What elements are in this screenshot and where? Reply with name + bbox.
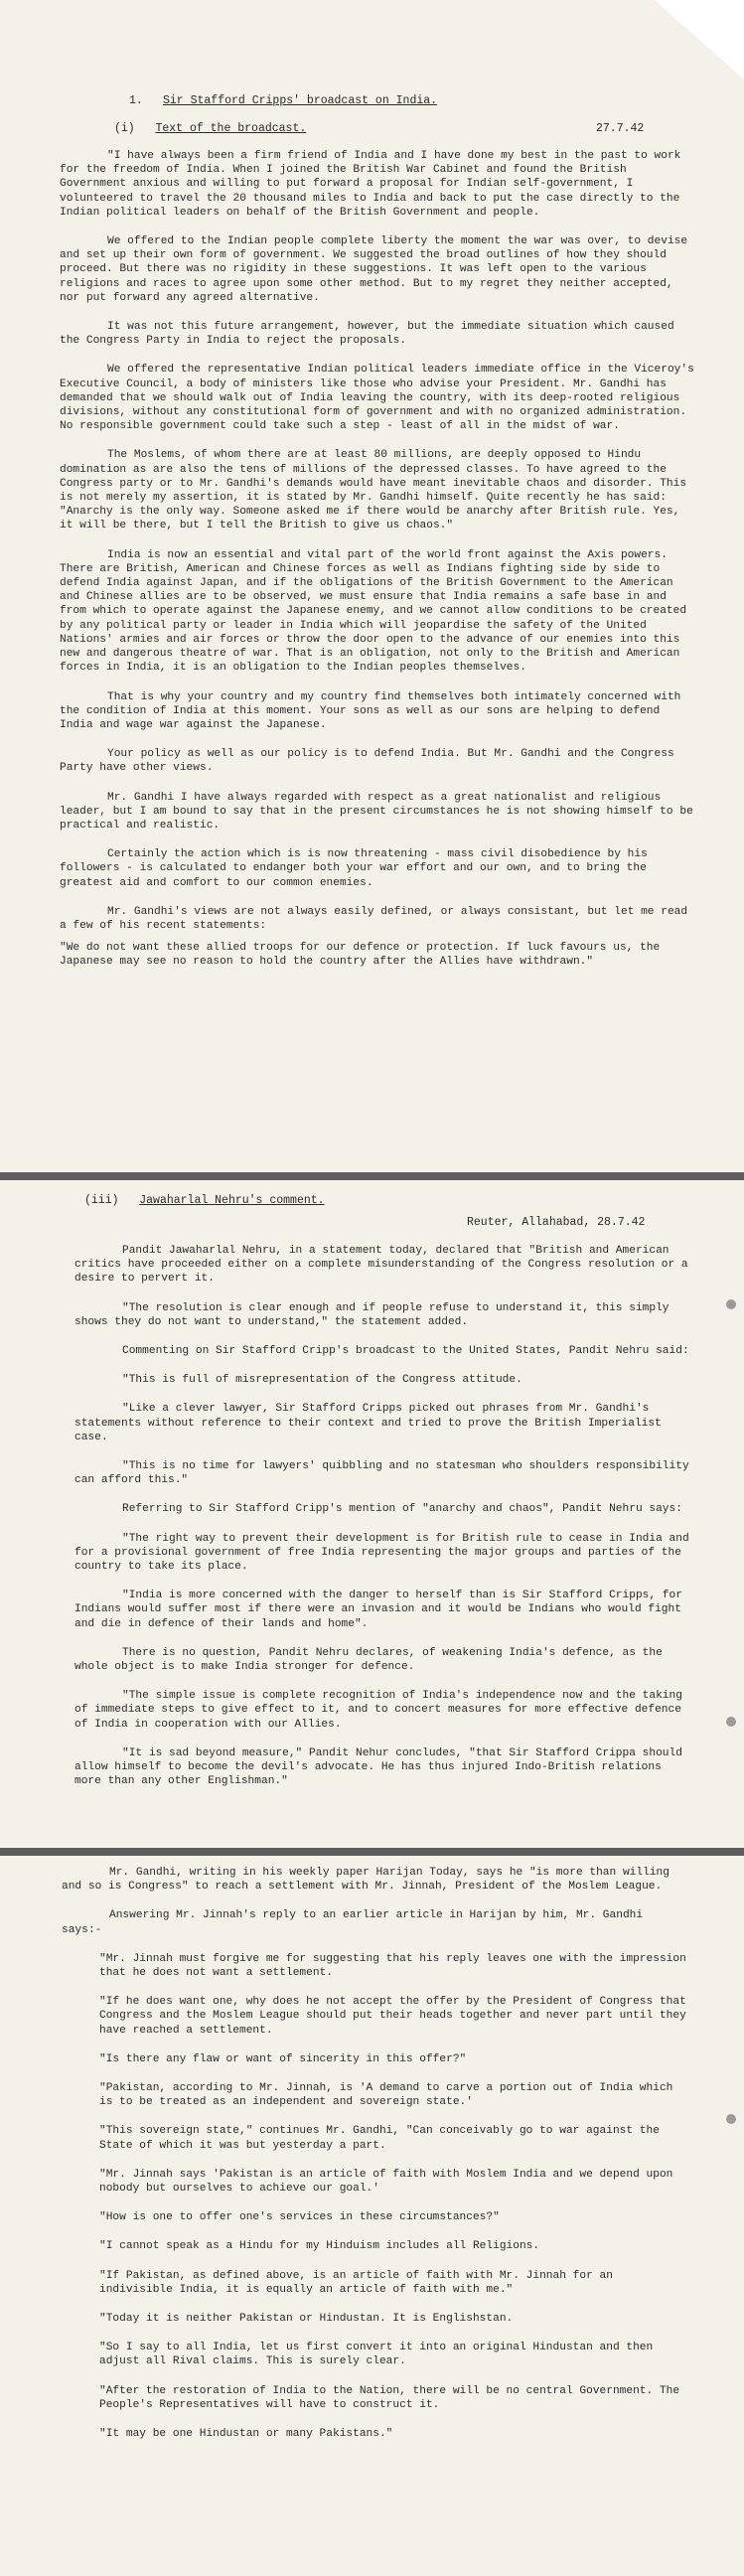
paragraph: It was not this future arrangement, however, but the immediate situation which caused the Congress Party in India to reject the proposals. [60, 321, 674, 348]
document-title [129, 94, 437, 108]
paragraph: We offered to the Indian people complete liberty the moment the war was over, to devise and set up their own form of government. We suggested the broad outlines of how they should proceed. But there was no rigidity in these suggestions. It was left open to the various religions and races to agree upon some other method. But to my regret they neither accepted, nor put forward any agreed alternative. [60, 235, 688, 304]
nehru-comment-text [74, 1244, 690, 1803]
paragraph: There is no question, Pandit Nehru declares, of weakening India's defence, as the whole object is to make India stronger for defence. [74, 1646, 663, 1674]
quoted-statement: "It may be one Hindustan or many Pakistans." [99, 2428, 393, 2441]
paragraph: Commenting on Sir Stafford Cripp's broadcast to the United States, Pandit Nehru said: [122, 1345, 689, 1358]
quoted-statement: "How is one to offer one's services in these circumstances?" [99, 2211, 500, 2224]
punch-hole [726, 2114, 736, 2124]
paragraph: Answering Mr. Jinnah's reply to an earlier article in Harijan by him, Mr. Gandhi says:- [62, 1909, 644, 1936]
paragraph: "This is no time for lawyers' quibbling and no statesman who shoulders responsibility can afford this." [74, 1460, 689, 1487]
document-page-1 [0, 0, 744, 1172]
paragraph: "India is more concerned with the danger to herself than is Sir Stafford Cripps, for Indians would suffer most if there were an invasion and it would be Indians who would fight and die in defence of their lands and home". [74, 1590, 682, 1630]
paragraph: "This is full of misrepresentation of the Congress attitude. [122, 1374, 522, 1387]
paragraph: We offered the representative Indian political leaders immediate office in the Viceroy's Executive Council, a body of ministers like those who advise your President. Mr. Gandhi has demanded that we should walk out of India leaving the country, with its deep-rooted religious divisions, without any constitutional form of government and with no organized administration. No responsible government could take such a step - least of all in the midst of war. [60, 364, 694, 433]
dateline: Reuter, Allahabad, 28.7.42 [467, 1216, 646, 1229]
quoted-statement: "Mr. Jinnah must forgive me for suggesting that his reply leaves one with the impression that he does not want a settlement. [99, 1952, 686, 1980]
paragraph: India is now an essential and vital part of the world front against the Axis powers. There are British, American and Chinese forces as well as Indians fighting side by side to defend India against Japan, and if the obligations of the British Government to the American and Chinese allies are to be observed, we must ensure that India remains a safe base in and from which to operate against the Japanese enemy, and we cannot allow conditions to be created by any political party or leader in India which will jeopardise the safety of the United Nations' armies and air forces or throw the door open to the advance of our enemies into this new and dangerous theatre of war. That is an obligation, not only to the British and American forces in India, it is an obligation to the Indian peoples themselves. [60, 548, 687, 675]
paragraph: Referring to Sir Stafford Cripp's mention of "anarchy and chaos", Pandit Nehru says: [122, 1503, 682, 1516]
section-heading [84, 1194, 325, 1208]
section-heading [114, 122, 306, 136]
paragraph: "The simple issue is complete recognition of India's independence now and the taking of immediate steps to give effect to it, and to concert measures for more effective defence of India in cooperation with our Allies. [74, 1690, 682, 1731]
quoted-statement: "Today it is neither Pakistan or Hindustan. It is Englishstan. [99, 2313, 514, 2326]
paragraph: Mr. Gandhi's views are not always easily defined, or always consistant, but let me read a few of his recent statements: [60, 905, 688, 932]
quoted-statement: "We do not want these allied troops for our defence or protection. If luck favours us, the Japanese may see no reason to hold the country after the Allies have withdrawn." [60, 942, 661, 969]
paragraph: Your policy as well as our policy is to defend India. But Mr. Gandhi and the Congress Party have other views. [60, 748, 674, 775]
paragraph: Mr. Gandhi I have always regarded with respect as a great nationalist and religious leader, but I am bound to say that in the present circumstances he is not showing himself to be practical and realistic. [60, 791, 693, 832]
quoted-statement: "I cannot speak as a Hindu for my Hinduism includes all Religions. [99, 2240, 540, 2253]
broadcast-date: 27.7.42 [596, 122, 645, 135]
quoted-statement: "After the restoration of India to the Nation, there will be no central Government. The People's Representatives will have to construct it. [99, 2384, 680, 2411]
punch-hole [726, 1299, 736, 1309]
paragraph: The Moslems, of whom there are at least 80 millions, are deeply opposed to Hindu domination as are also the tens of millions of the depressed classes. To have agreed to the Congress party or to Mr. Gandhi's demands would have meant inevitable chaos and disorder. This is not merely my assertion, it is stated by Mr. Gandhi himself. Quite recently he has said: "Anarchy is the only way. Someone asked me if there would be anarchy after British rule. Yes, it will be there, but I tell the British to give us chaos." [60, 449, 687, 532]
quoted-statement: "If he does want one, why does he not accept the offer by the President of Congress that Congress and the Moslem League should put their heads together and never part until they have reached a settlement. [99, 1996, 686, 2037]
paragraph: "I have always been a firm friend of India and I have done my best in the past to work for the freedom of India. When I joined the British War Cabinet and found the British Government anxious and willing to put forward a proposal for Indian self-government, I volunteered to travel the 20 thousand miles to India and back to put the case directly to the Indian political leaders on behalf of the British Government and people. [60, 150, 681, 219]
document-page-3 [0, 1856, 744, 2576]
paragraph: Certainly the action which is is now threatening - mass civil disobedience by his followers - is calculated to endanger both your war effort and our own, and to bring the greatest aid and comfort to our common enemies. [60, 848, 648, 889]
paragraph: That is why your country and my country find themselves both intimately concerned with the condition of India at this moment. Your sons as well as our sons are helping to defend India and wage war against the Japanese. [60, 690, 681, 731]
gandhi-reply-text [62, 1866, 687, 2456]
quoted-statement: "This sovereign state," continues Mr. Gandhi, "Can conceivably go to war against the State of which it was but yesterday a part. [99, 2125, 660, 2152]
title-number: 1. [129, 94, 143, 107]
punch-hole [726, 1717, 736, 1727]
torn-corner [655, 0, 744, 79]
paragraph: "Like a clever lawyer, Sir Stafford Cripps picked out phrases from Mr. Gandhi's statements without reference to their context and tried to prove the British Imperialist case. [74, 1403, 662, 1443]
quoted-statement: "Is there any flaw or want of sincerity in this offer?" [99, 2052, 467, 2065]
paragraph: "The resolution is clear enough and if people refuse to understand it, this simply shows they do not want to understand," the statement added. [74, 1301, 670, 1328]
section-label: (i) [114, 122, 135, 135]
document-page-2 [0, 1180, 744, 1848]
title-text: Sir Stafford Cripps' broadcast on India. [163, 94, 438, 107]
paragraph: "The right way to prevent their development is for British rule to cease in India and for a provisional government of free India representing the major groups and parties of the country to take its place. [74, 1532, 689, 1574]
quoted-statement: "So I say to all India, let us first convert it into an original Hindustan and then adjust all Rival claims. This is surely clear. [99, 2342, 654, 2368]
quoted-statement: "Pakistan, according to Mr. Jinnah, is 'A demand to carve a portion out of India which is to be treated as an independent and sovereign state.' [99, 2082, 673, 2109]
broadcast-text [60, 149, 695, 985]
section-title: Jawaharlal Nehru's comment. [139, 1194, 325, 1207]
section-label: (iii) [84, 1194, 119, 1207]
quoted-statement: "Mr. Jinnah says 'Pakistan is an article of faith with Moslem India and we depend upon nobody but ourselves to achieve our goal.' [99, 2168, 673, 2196]
paragraph: Pandit Jawaharlal Nehru, in a statement today, declared that "British and American critics have proceeded either on a complete misunderstanding of the Congress resolution or a desire to pervert it. [74, 1245, 688, 1286]
section-title: Text of the broadcast. [155, 122, 307, 135]
paragraph: "It is sad beyond measure," Pandit Nehur concludes, "that Sir Stafford Crippa should allow himself to become the devil's advocate. He has thus injured Indo-British relations more than any other Englishman." [74, 1746, 682, 1788]
paragraph: Mr. Gandhi, writing in his weekly paper Harijan Today, says he "is more than willing and so is Congress" to reach a settlement with Mr. Jinnah, President of the Moslem League. [62, 1867, 670, 1894]
quoted-statement: "If Pakistan, as defined above, is an article of faith with Mr. Jinnah for an indivisible India, it is equally an article of faith with me." [99, 2269, 613, 2296]
